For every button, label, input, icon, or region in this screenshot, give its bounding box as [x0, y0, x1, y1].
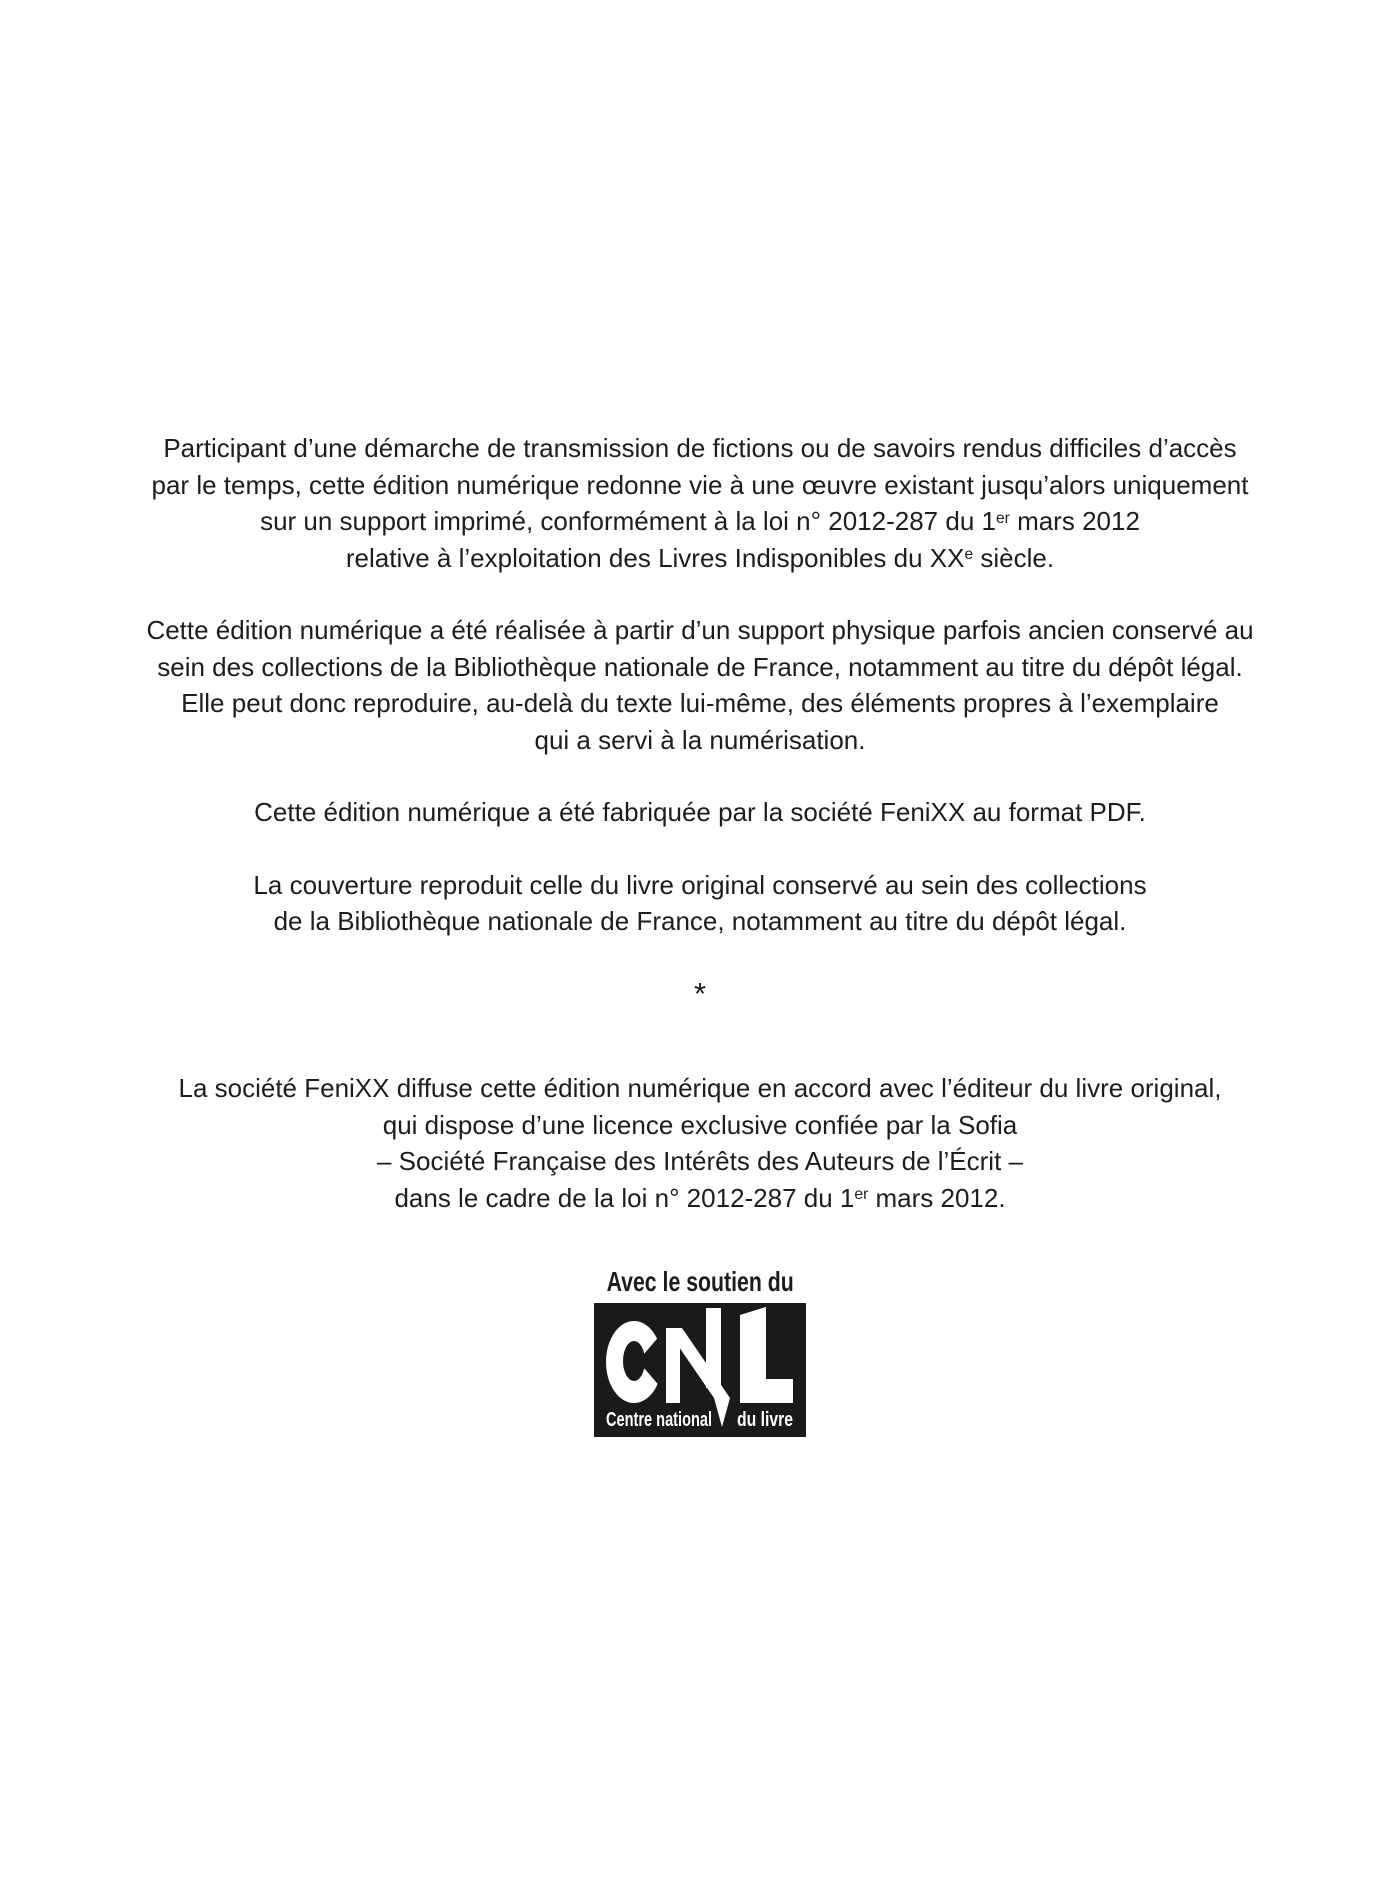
text-line: qui a servi à la numérisation. — [534, 724, 866, 755]
notice-couverture — [0, 867, 1400, 940]
text-line: relative à l’exploitation des Livres Indisponibles du XXe siècle. — [345, 542, 1055, 573]
separator-asterisk — [0, 976, 1400, 1013]
text-line: Cette édition numérique a été réalisée à partir d’un support physique parfois ancien conservé au — [146, 615, 1254, 645]
notice-fabrication — [0, 794, 1400, 831]
text-line: sein des collections de la Bibliothèque nationale de France, notamment au titre du dépôt légal. — [157, 651, 1243, 682]
text-line: dans le cadre de la loi n° 2012-287 du 1er mars 2012. — [394, 1182, 1006, 1213]
notice-diffusion — [0, 1070, 1400, 1216]
text-line: qui dispose d’une licence exclusive confiée par la Sofia — [382, 1109, 1018, 1140]
text-line: sur un support imprimé, conformément à la loi n° 2012-287 du 1er mars 2012 — [260, 506, 1140, 536]
notice-transmission — [0, 430, 1400, 576]
text-line: Elle peut donc reproduire, au-delà du texte lui-même, des éléments propres à l’exemplaire — [181, 688, 1219, 718]
text-line: * — [693, 975, 707, 1011]
text-line: – Société Française des Intérêts des Auteurs de l’Écrit – — [376, 1146, 1023, 1176]
cnl-logo — [0, 1303, 1400, 1437]
notice-source-bnf — [0, 612, 1400, 758]
cnl-support-caption-row — [0, 1266, 1400, 1298]
cnl-support-block — [0, 1266, 1400, 1437]
cnl-letter-c — [606, 1321, 662, 1403]
text-line: La société FeniXX diffuse cette édition numérique en accord avec l’éditeur du livre original, — [178, 1073, 1222, 1103]
text-line: Participant d’une démarche de transmission de fictions ou de savoirs rendus difficiles d’accès — [163, 433, 1237, 463]
cnl-name-right: du livre — [737, 1409, 793, 1431]
text-line: Cette édition numérique a été fabriquée par la société FeniXX au format PDF. — [254, 797, 1146, 827]
cnl-name-left: Centre national — [606, 1409, 712, 1431]
cnl-support-caption: Avec le soutien du — [606, 1266, 794, 1297]
text-line: La couverture reproduit celle du livre original conservé au sein des collections — [253, 869, 1147, 900]
text-line: de la Bibliothèque nationale de France, notamment au titre du dépôt légal. — [273, 906, 1127, 936]
text-line: par le temps, cette édition numérique redonne vie à une œuvre existant jusqu’alors uniquement — [151, 469, 1249, 500]
cnl-logo-icon — [594, 1303, 806, 1437]
